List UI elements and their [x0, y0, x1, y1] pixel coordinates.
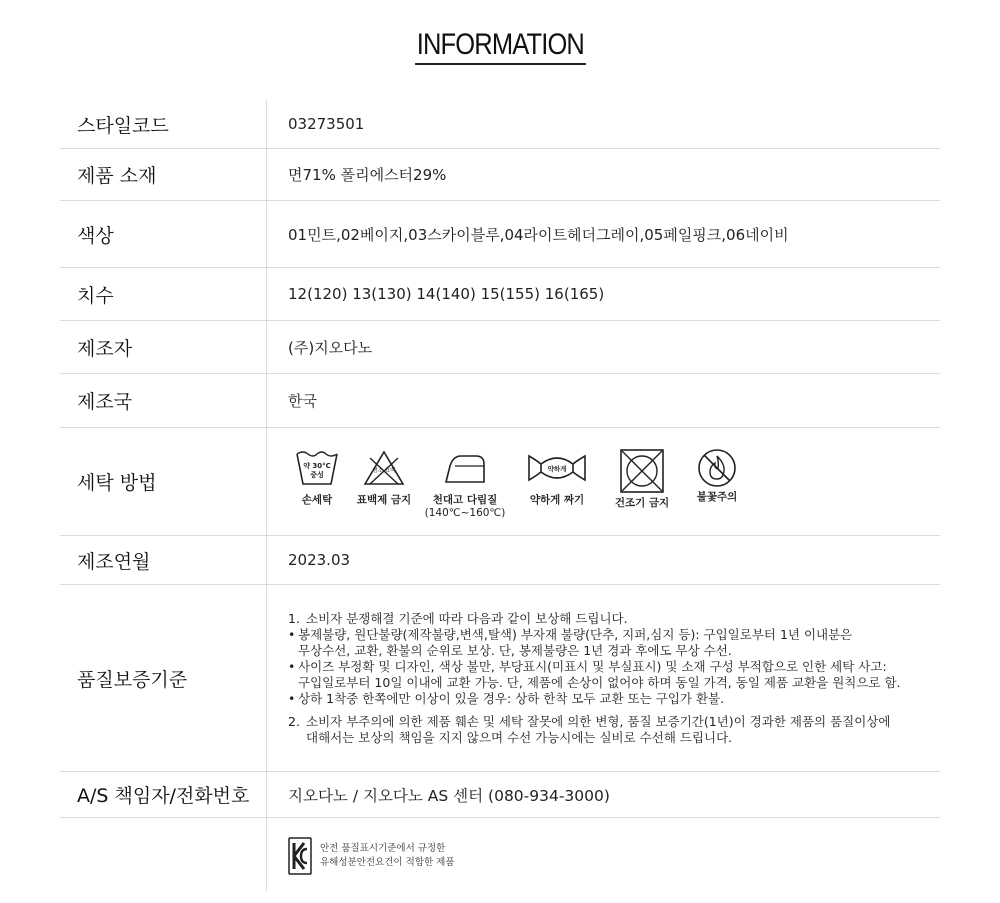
care-iron: [422, 448, 508, 520]
quality-item-1: 1. 소비자 분쟁해결 기준에 따라 다음과 같이 보상해 드립니다.: [288, 610, 628, 626]
caption-no-tumble-dry: 건조기 금지: [614, 497, 670, 509]
value-as: 지오다노 / 지오다노 AS 센터 (080-934-3000): [288, 786, 610, 805]
value-size: 12(120) 13(130) 14(140) 15(155) 16(165): [288, 285, 605, 303]
row-date: [60, 536, 940, 585]
quality-text: 1. 소비자 분쟁해결 기준에 따라 다음과 같이 보상해 드립니다. • 봉제불량, 원단불량(제작불량,변색,탈색) 부자재 불량(단추, 지퍼,심지 등): 구입일로부터 1년 이내분은 무상수선, 교환, 환불의 순위로 보상. 단, 봉제불량은 1년 경과 후에도 무상 수선. • 사이즈 부정확 및 디자인, 색상 불만, 부당표시(미표시 및 부실표시) 및 소재 구성 부적합으로 인한 세탁 사고: 구입일로부터 10일 이내에 교환 가능. 단, 제품에 손상이 없어야 하며 동일 가격, 동일 제품 교환을 원칙으로 함. • 상하 1착중 한쪽에만 이상이 있을 경우: 상하 한착 모두 교환 또는 구입가 환불. 2. 소비자 부주의에 의한 제품 훼손 및 세탁 잘못에 의한 변형, 품질 보증기간(1년)이 경과한 제품의 품질이상에 대해서는 보상의 책임을 지지 않으며 수선 가능시에는 실비로 수선해 드립니다.: [288, 610, 901, 745]
quality-item-2: 2. 소비자 부주의에 의한 제품 훼손 및 세탁 잘못에 의한 변형, 품질 보증기간(1년)이 경과한 제품의 품질이상에: [288, 713, 891, 729]
kc-mark-icon: [288, 837, 312, 875]
label-material: 제품 소재: [60, 149, 267, 200]
caption-hand-wash: 손세탁: [301, 494, 333, 506]
row-washing: [60, 428, 940, 536]
caption-iron: 천대고 다림질: [432, 494, 498, 506]
row-size: [60, 268, 940, 321]
label-color: 색상: [60, 201, 267, 267]
row-country: [60, 374, 940, 428]
value-material: 면71% 폴리에스터29%: [288, 166, 447, 184]
label-style-code: 스타일코드: [60, 100, 267, 148]
value-date: 2023.03: [288, 551, 351, 569]
kc-cert: [288, 818, 940, 891]
svg-text:약 30°C: 약 30°C: [303, 462, 331, 470]
row-kc: [60, 818, 940, 891]
row-color: [60, 201, 940, 268]
svg-text:염소 표백: 염소 표백: [372, 468, 396, 474]
label-maker: 제조자: [60, 321, 267, 373]
kc-text-2: 유해성분안전요건이 적합한 제품: [320, 856, 455, 868]
kc-text-1: 안전 품질표시기준에서 규정한: [320, 842, 446, 854]
value-style-code: 03273501: [288, 115, 365, 133]
care-gentle-wring: [514, 448, 600, 507]
caption-no-bleach: 표백제 금지: [356, 494, 412, 506]
no-tumble-dry-icon: [619, 448, 665, 494]
row-as: [60, 772, 940, 818]
value-maker: (주)지오다노: [288, 338, 373, 357]
gentle-wring-icon: [526, 448, 588, 488]
value-color: 01민트,02베이지,03스카이블루,04라이트헤더그레이,05페일핑크,06네이비: [288, 225, 789, 244]
info-table: [60, 100, 940, 891]
row-quality: [60, 585, 940, 772]
caption-iron-temp: (140℃~160℃): [424, 507, 506, 519]
care-flame-caution: [682, 448, 752, 504]
quality-bullet-1: • 봉제불량, 원단불량(제작불량,변색,탈색) 부자재 불량(단추, 지퍼,심지 등): 구입일로부터 1년 이내분은: [288, 626, 853, 642]
label-country: 제조국: [60, 374, 267, 427]
label-date: 제조연월: [60, 536, 267, 584]
label-quality: 품질보증기준: [60, 585, 267, 771]
washing-icons: [288, 428, 940, 535]
quality-bullet-3: • 상하 1착중 한쪽에만 이상이 있을 경우: 상하 한착 모두 교환 또는 구입가 환불.: [288, 690, 725, 706]
care-no-bleach: [352, 448, 416, 507]
value-country: 한국: [288, 392, 317, 410]
row-material: [60, 149, 940, 201]
svg-text:중성: 중성: [310, 471, 324, 479]
svg-text:약하게: 약하게: [547, 465, 567, 473]
row-style-code: [60, 100, 940, 149]
hand-wash-icon: [295, 448, 339, 488]
quality-bullet-2: • 사이즈 부정확 및 디자인, 색상 불만, 부당표시(미표시 및 부실표시) 및 소재 구성 부적합으로 인한 세탁 사고:: [288, 658, 887, 674]
flame-caution-icon: [695, 448, 739, 490]
label-washing: 세탁 방법: [60, 428, 267, 535]
iron-icon: [443, 448, 487, 488]
label-as: A/S 책임자/전화번호: [60, 772, 267, 817]
label-size: 치수: [60, 268, 267, 320]
caption-flame-caution: 불꽃주의: [696, 491, 738, 503]
row-maker: [60, 321, 940, 374]
care-hand-wash: [288, 448, 346, 507]
page-title: INFORMATION: [0, 28, 1000, 65]
caption-gentle-wring: 약하게 짜기: [529, 494, 585, 506]
no-bleach-icon: [362, 448, 406, 488]
care-no-tumble-dry: [602, 448, 682, 510]
